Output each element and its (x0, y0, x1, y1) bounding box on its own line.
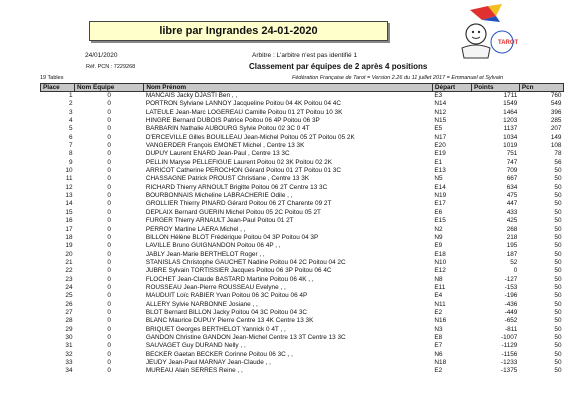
cell-points: 425 (506, 217, 518, 225)
logo-text: TAROT (498, 40, 518, 46)
cell-place: 28 (65, 317, 73, 325)
table-row (41, 326, 564, 334)
cell-place: 13 (65, 192, 73, 200)
cell-name: BILLON Hélène BLOT Frédérique Poitou 04 3P Poitou 04 3P (145, 233, 319, 241)
cell-name: STANISLAS Christophe GAUCHET Nadine Poitou 04 2C Poitou 04 2C (145, 258, 346, 266)
cell-name: CHASSAGNE Patrick PROUST Christiane , Centre 13 3K (145, 175, 310, 183)
cell-pcn: 50 (554, 350, 562, 358)
cell-place: 29 (65, 325, 73, 333)
cell-points: -1233 (501, 359, 518, 366)
cell-start: E4 (434, 292, 443, 300)
cell-pcn: 50 (554, 175, 562, 183)
cell-points: 52 (510, 258, 518, 266)
table-row (41, 351, 564, 359)
cell-points: 1034 (503, 133, 518, 141)
cell-start: E17 (434, 200, 446, 208)
col-header-points: Points (471, 84, 519, 92)
cell-place: 14 (65, 200, 73, 208)
col-header-pcn: Pcn (519, 84, 563, 92)
table-row (41, 142, 564, 150)
cell-start: E7 (434, 342, 443, 350)
cell-start: E18 (434, 250, 446, 258)
cell-name: D'ERCEVILLE Gilles BOUILLEAU Jean-Michel Poitou 05 2T Poitou 05 2K (145, 133, 355, 141)
cell-team: 0 (107, 242, 111, 250)
cell-pcn: 50 (554, 317, 562, 325)
table-row (41, 367, 564, 375)
cell-start: E1 (434, 158, 443, 166)
cell-start: N3 (434, 325, 443, 333)
cell-points: -1375 (501, 367, 518, 375)
cell-start: N10 (434, 258, 447, 266)
cell-points: 475 (506, 192, 518, 200)
cell-start: N15 (434, 117, 447, 125)
cell-name: LATEULE Jean-Marc LOGEREAU Camille Poitou 01 2T Poitou 10 3K (145, 108, 343, 116)
table-row (41, 209, 564, 217)
cell-place: 25 (65, 292, 73, 300)
cell-team: 0 (107, 233, 111, 241)
cell-place: 4 (68, 117, 73, 125)
cell-place: 23 (65, 275, 73, 283)
cell-points: 0 (513, 267, 518, 275)
cell-team: 0 (107, 367, 111, 375)
cell-start: E2 (434, 367, 443, 375)
cell-pcn: 50 (554, 333, 562, 341)
cell-name: GROLLIER Thierry PINARD Gérard Poitou 06 2T Charente 09 2T (145, 200, 332, 208)
cell-place: 10 (65, 167, 73, 175)
cell-team: 0 (107, 225, 111, 233)
cell-name: LAVILLE Bruno GUIGNANDON Poitou 06 4P , , (145, 242, 281, 250)
cell-name: PORTRON Sylviane LANNOY Jacqueline Poitou 04 4K Poitou 04 4C (145, 100, 341, 108)
cell-team: 0 (107, 258, 111, 266)
cell-place: 32 (65, 350, 73, 358)
cell-team: 0 (107, 208, 111, 216)
cell-place: 11 (65, 175, 73, 183)
cell-name: SAUVAGET Guy DURAND Nelly , , (145, 342, 246, 350)
federation-version: Fédération Française de Tarot = Version 2.26 du 11 juillet 2017 = Emmanuel et Sylvain (292, 75, 504, 81)
cell-points: 447 (506, 200, 518, 208)
cell-place: 12 (65, 183, 73, 191)
table-row (41, 125, 564, 133)
cell-team: 0 (107, 359, 111, 366)
cell-team: 0 (107, 350, 111, 358)
cell-place: 5 (68, 125, 73, 133)
cell-place: 22 (65, 267, 73, 275)
cell-name: JABLY Jean-Marie BERTHELOT Roger , , (145, 250, 265, 258)
table-row (41, 317, 564, 325)
cell-start: N2 (434, 225, 443, 233)
cell-start: E11 (434, 283, 446, 291)
col-header-place: Place (41, 84, 75, 92)
tournament-title: libre par Ingrandes 24-01-2020 (89, 21, 388, 41)
cell-team: 0 (107, 333, 111, 341)
tarot-logo (448, 2, 518, 64)
cell-start: N16 (434, 317, 447, 325)
col-header-name: Nom Prénom (144, 84, 433, 92)
cell-points: -449 (504, 308, 518, 316)
cell-points: -127 (504, 275, 518, 283)
cell-start: E6 (434, 208, 443, 216)
cell-place: 20 (65, 250, 73, 258)
table-row (41, 150, 564, 158)
cell-start: N18 (434, 359, 447, 366)
cell-place: 3 (68, 108, 73, 116)
cell-start: N14 (434, 100, 447, 108)
cell-team: 0 (107, 192, 111, 200)
cell-place: 17 (65, 225, 73, 233)
cell-place: 7 (68, 142, 73, 150)
cell-place: 33 (65, 359, 73, 366)
cell-points: 195 (506, 242, 518, 250)
cell-pcn: 50 (554, 208, 562, 216)
table-row (41, 301, 564, 309)
cell-start: E12 (434, 267, 446, 275)
cell-pcn: 50 (554, 183, 562, 191)
cell-place: 19 (65, 242, 73, 250)
cell-pcn: 50 (554, 250, 562, 258)
table-row (41, 226, 564, 234)
cell-start: E5 (434, 125, 443, 133)
cell-start: N11 (434, 300, 446, 308)
arbitre-info: Arbitre : L'arbitre n'est pas identifié 1 (252, 52, 358, 59)
cell-name: DEPLAIX Bernard GUERIN Michel Poitou 05 2C Poitou 05 2T (145, 208, 321, 216)
cell-points: 1711 (503, 92, 518, 99)
cell-name: BOURBONNAIS Micheline LABRACHERIE Odile , , (145, 192, 293, 200)
cell-pcn: 50 (554, 292, 562, 300)
cell-pcn: 56 (554, 158, 562, 166)
cell-start: E9 (434, 242, 443, 250)
cell-points: 634 (506, 183, 518, 191)
cell-team: 0 (107, 142, 111, 150)
cell-name: BLANC Maurice DUPUY Pierre Centre 13 4K Centre 13 3K (145, 317, 314, 325)
cell-team: 0 (107, 308, 111, 316)
cell-name: JUBRE Sylvain TORTISSIER Jacques Poitou 06 3P Poitou 06 4C (145, 267, 332, 275)
table-row (41, 184, 564, 192)
table-row (41, 234, 564, 242)
table-row (41, 109, 564, 117)
table-row (41, 134, 564, 142)
cell-place: 34 (65, 367, 73, 375)
cell-team: 0 (107, 317, 111, 325)
table-row (41, 192, 564, 200)
cell-pcn: 50 (554, 359, 562, 366)
cell-name: RICHARD Thierry ARNOULT Brigitte Poitou 06 2T Centre 13 3C (145, 183, 328, 191)
cell-team: 0 (107, 150, 111, 158)
ranking-title: Classement par équipes de 2 après 4 positions (249, 62, 428, 71)
cell-place: 26 (65, 300, 73, 308)
table-row (41, 167, 564, 175)
cell-place: 24 (65, 283, 73, 291)
cell-pcn: 50 (554, 300, 562, 308)
cell-points: -1129 (501, 342, 518, 350)
cell-points: -652 (504, 317, 518, 325)
cell-place: 16 (65, 217, 73, 225)
cell-team: 0 (107, 250, 111, 258)
cell-pcn: 50 (554, 167, 562, 175)
cell-pcn: 50 (554, 325, 562, 333)
cell-name: ROUSSEAU Jean-Pierre ROUSSEAU Evelyne , , (145, 283, 286, 291)
cell-name: BRIQUET Georges BERTHELOT Yannick 0 4T , , (145, 325, 286, 333)
table-row (41, 259, 564, 267)
table-row (41, 100, 564, 108)
cell-team: 0 (107, 275, 111, 283)
cell-points: 268 (506, 225, 518, 233)
table-count: 19 Tables (40, 75, 64, 81)
table-row (41, 309, 564, 317)
table-row (41, 242, 564, 250)
cell-place: 6 (68, 133, 73, 141)
cell-pcn: 50 (554, 283, 562, 291)
cell-pcn: 50 (554, 200, 562, 208)
cell-start: E13 (434, 167, 446, 175)
cell-team: 0 (107, 175, 111, 183)
cell-pcn: 50 (554, 267, 562, 275)
cell-team: 0 (107, 200, 111, 208)
cell-team: 0 (107, 92, 111, 99)
cell-points: 1019 (503, 142, 518, 150)
cell-pcn: 50 (554, 217, 562, 225)
cell-place: 1 (68, 92, 73, 99)
cell-pcn: 50 (554, 308, 562, 316)
cell-points: -1156 (501, 350, 518, 358)
cell-points: -811 (505, 325, 518, 333)
cell-pcn: 50 (554, 258, 562, 266)
table-row (41, 267, 564, 275)
col-header-team: Nom Equipe (75, 84, 144, 92)
cell-name: JEUDY Jean-Paul MARNAY Jean-Claude , , (145, 359, 271, 366)
cell-start: E8 (434, 333, 443, 341)
table-row (41, 359, 564, 367)
cell-pcn: 50 (554, 225, 562, 233)
cell-team: 0 (107, 108, 111, 116)
cell-place: 9 (68, 158, 73, 166)
cell-pcn: 50 (554, 342, 562, 350)
cell-pcn: 50 (554, 275, 562, 283)
cell-team: 0 (107, 325, 111, 333)
cell-team: 0 (107, 158, 111, 166)
cell-team: 0 (107, 125, 111, 133)
cell-team: 0 (107, 300, 111, 308)
cell-place: 31 (65, 342, 73, 350)
table-row (41, 342, 564, 350)
cell-start: E20 (434, 142, 446, 150)
cell-name: BLOT Bernard BILLON Jacky Poitou 04 3C Poitou 04 3C (145, 308, 307, 316)
cell-pcn: 50 (554, 192, 562, 200)
cell-points: -196 (504, 292, 518, 300)
event-date: 24/01/2020 (85, 52, 118, 59)
cell-start: E2 (434, 308, 443, 316)
cell-pcn: 149 (550, 133, 562, 141)
cell-place: 15 (65, 208, 73, 216)
table-row (41, 217, 564, 225)
table-row (41, 200, 564, 208)
cell-team: 0 (107, 217, 111, 225)
cell-start: N6 (434, 350, 443, 358)
cell-name: DUPUY Laurent ENARD Jean-Paul , Centre 13 3C (145, 150, 290, 158)
cell-points: 433 (506, 208, 518, 216)
cell-start: N12 (434, 108, 447, 116)
cell-pcn: 285 (550, 117, 562, 125)
cell-name: FLOCHET Jean-Claude BASTARD Martine Poitou 06 4K , , (145, 275, 314, 283)
cell-name: MUREAU Alain SERRES Reine , , (145, 367, 243, 375)
table-row (41, 251, 564, 259)
cell-team: 0 (107, 283, 111, 291)
cell-team: 0 (107, 117, 111, 125)
cell-points: 709 (506, 167, 518, 175)
cell-name: FURGER Thierry ARNAULT Jean-Paul Poitou 01 2T (145, 217, 294, 225)
cell-points: 751 (506, 150, 518, 158)
cell-place: 18 (65, 233, 73, 241)
cell-start: E15 (434, 217, 446, 225)
table-row (41, 276, 564, 284)
cell-points: 1464 (503, 108, 518, 116)
cell-team: 0 (107, 133, 111, 141)
cell-start: E14 (434, 183, 446, 191)
cell-pcn: 207 (550, 125, 562, 133)
cell-start: N5 (434, 175, 443, 183)
table-row (41, 159, 564, 167)
cell-points: 218 (506, 233, 518, 241)
table-row (41, 175, 564, 183)
cell-name: ALLERY Sylvie NARBONNE Josiane , , (145, 300, 258, 308)
cell-start: N19 (434, 192, 447, 200)
cell-team: 0 (107, 167, 111, 175)
col-header-start: Départ (432, 84, 471, 92)
cell-points: 187 (506, 250, 518, 258)
table-row (41, 284, 564, 292)
cell-name: PELLIN Maryse PELLEFIGUE Laurent Poitou 02 3K Poitou 02 2K (145, 158, 332, 166)
table-row (41, 117, 564, 125)
cell-name: GANDON Christine GANDON Jean-Michel Centre 13 3T Centre 13 3C (145, 333, 346, 341)
cell-pcn: 78 (554, 150, 562, 158)
cell-points: 747 (506, 158, 518, 166)
cell-start: N17 (434, 133, 447, 141)
cell-name: MANCAIS Jacky DJASTI Ben , , (145, 92, 238, 99)
cell-name: PERROY Martine LAERA Michel , , (145, 225, 246, 233)
table-row (41, 292, 564, 300)
cell-place: 8 (68, 150, 73, 158)
cell-team: 0 (107, 342, 111, 350)
cell-points: -436 (504, 300, 518, 308)
cell-team: 0 (107, 100, 111, 108)
table-row (41, 334, 564, 342)
cell-start: E19 (434, 150, 446, 158)
cell-name: MAUDUIT Loïc RABIER Yvan Poitou 06 3C Poitou 06 4P (145, 292, 308, 300)
cell-points: -1007 (501, 333, 518, 341)
cell-name: BARBARIN Nathalie AUBOURG Sylvie Poitou 02 3C 0 4T (145, 125, 310, 133)
cell-pcn: 396 (550, 108, 562, 116)
cell-pcn: 50 (554, 233, 562, 241)
cell-place: 27 (65, 308, 73, 316)
cell-team: 0 (107, 183, 111, 191)
cell-pcn: 108 (550, 142, 562, 150)
cell-name: HINGRE Bernard DUBOIS Patrice Poitou 06 4P Poitou 06 3P (145, 117, 320, 125)
table-row (41, 92, 564, 101)
pcn-reference: Réf. PCN : 7229268 (86, 64, 136, 70)
cell-pcn: 760 (550, 92, 562, 99)
cell-name: ARRICOT Catherine PEROCHON Gérard Poitou 01 2T Poitou 01 3C (145, 167, 341, 175)
cell-place: 30 (65, 333, 73, 341)
table-header-row (41, 84, 564, 92)
cell-points: 1137 (503, 125, 518, 133)
cell-points: -153 (504, 283, 518, 291)
cell-pcn: 50 (554, 242, 562, 250)
cell-place: 21 (65, 258, 73, 266)
cell-team: 0 (107, 267, 111, 275)
cell-start: E3 (434, 92, 443, 99)
cell-name: VANGERDER François EMONET Michel , Centre 13 3K (145, 142, 305, 150)
cell-pcn: 50 (554, 367, 562, 375)
cell-points: 667 (506, 175, 518, 183)
cell-start: N9 (434, 233, 443, 241)
cell-team: 0 (107, 292, 111, 300)
cell-start: N8 (434, 275, 443, 283)
cell-place: 2 (68, 100, 73, 108)
cell-points: 1203 (503, 117, 518, 125)
cell-pcn: 549 (550, 100, 562, 108)
cell-name: BECKER Gaetan BECKER Corinne Poitou 06 3C , , (145, 350, 293, 358)
cell-points: 1549 (503, 100, 518, 108)
ranking-table (40, 83, 564, 376)
